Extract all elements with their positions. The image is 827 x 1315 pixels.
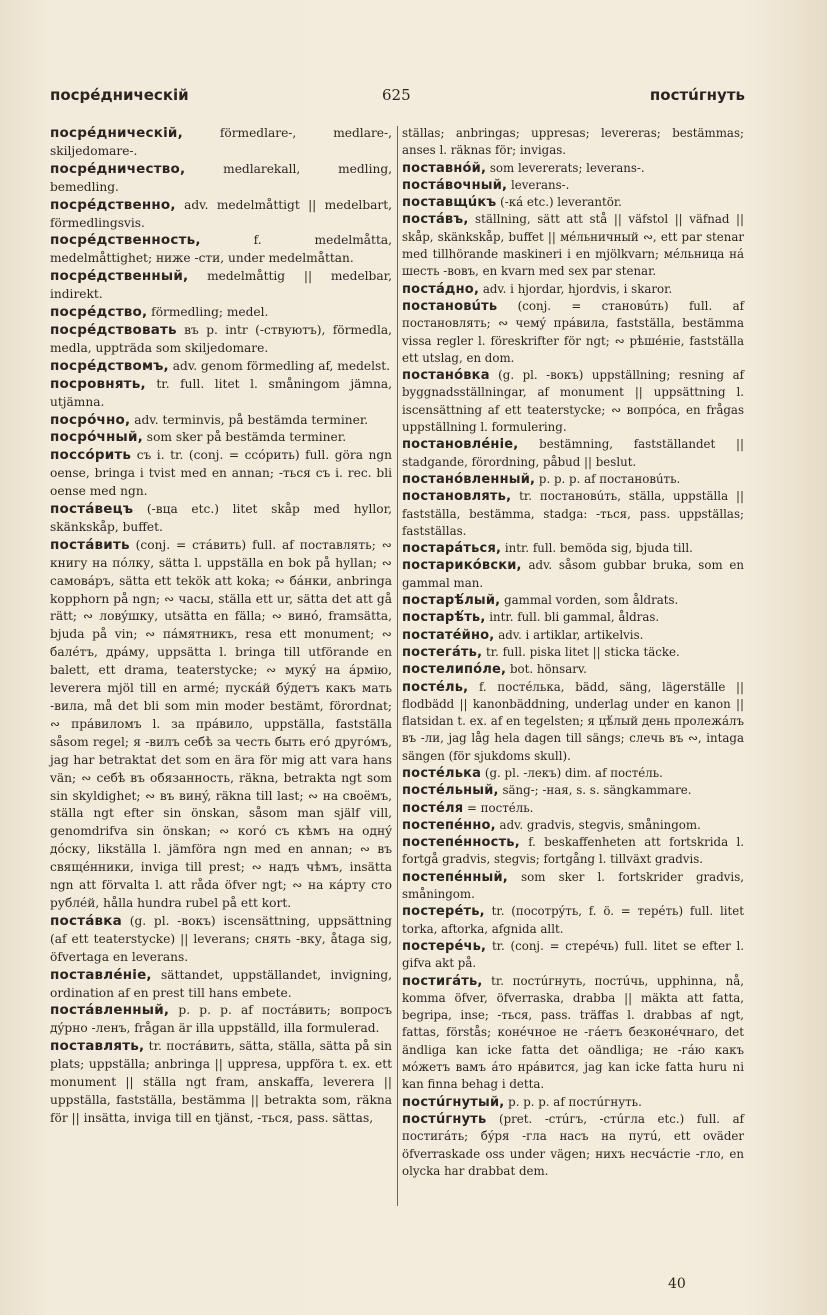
entry-headword: постéль, — [402, 679, 469, 695]
entry-headword: постарѣ́ть, — [402, 610, 486, 626]
dictionary-entry — [402, 938, 744, 973]
dictionary-entry — [402, 557, 744, 592]
entry-headword: постарикóвски, — [402, 558, 522, 574]
dictionary-entry — [50, 161, 392, 197]
entry-definition: tr. (посотрýть, f. ö. = терéть) full. litet torka, aftorka, afgnida allt. — [402, 904, 744, 936]
dictionary-entry — [402, 367, 744, 436]
entry-definition: som sker l. fortskrider gradvis, småningom. — [402, 869, 744, 902]
entry-headword: посрéдствомъ, — [50, 357, 169, 374]
dictionary-entry — [402, 298, 744, 367]
entry-headword: постúгнуть — [402, 1111, 487, 1127]
entry-definition: (conj. = становúть) full. af постановлять; ∾ чемý прáвила, fastställa, bestämma vissa regler l. föreskrifter för ngt; ∾ рѣшéнiе, fastställa ett utslag, en dom. — [402, 298, 744, 365]
dictionary-entry — [50, 447, 392, 501]
entry-definition: adv. såsom gubbar bruka, som en gammal man. — [402, 558, 744, 590]
entry-definition: leverans-. — [507, 177, 570, 192]
page-number: 625 — [382, 86, 411, 104]
dictionary-entry — [50, 376, 392, 412]
dictionary-entry — [50, 268, 392, 304]
left-column — [50, 125, 392, 1128]
entry-definition: (g. pl. -вокъ) iscensättning, uppsättning (af ett teaterstycke) || leverans; снять -вку, åtaga sig, öfvertaga en leverans. — [50, 913, 392, 964]
entry-definition: bestämning, fastställandet || stadgande, förordning, påbud || beslut. — [402, 437, 744, 469]
entry-headword: посрéдническiй, — [50, 125, 183, 141]
dictionary-entry — [402, 800, 744, 817]
entry-headword: постатéйно, — [402, 627, 495, 643]
entry-definition: (conj. = стáвить) full. af поставлять; ∾ книгу на пóлку, sätta l. uppställa en bok på hyllan; ∾ самовáръ, sätta ett tekök att koka; ∾ бáнки, anbringa kopphorn på ngn; ∾ часы, ställa ett ur, sätta det att gå rätt; ∾ ловýшку, utsätta en fälla; ∾ винó, framsätta, bjuda på vin; ∾ пáмятникъ, resa ett monument; ∾ балéтъ, дрáму, uppsätta l. bringa till utförande en balett, ett drama, teaterstycke; ∾ мукý на áрмiю, leverera mjöl till en armé; пускáй бýдетъ какъ мать -вила, må det bli som min moder bestämt, förordnat; ∾ прáвиломъ l. за прáвило, uppställa, fastställa såsom regel; я -вилъ себѣ за честь быть егó другóмъ, jag har betraktat det som en ära för mig att vara hans vän; ∾ себѣ въ обязанность, räkna, betrakta ngt som sin skyldighet; ∾ въ винý, räkna till last; ∾ на своёмъ, ställa ngt efter sin önskan, såsom man själf vill, genomdrifva sin önskan; ∾ когó съ кѣмъ на однý дóску, likställa l. jämföra ngn med en annan; ∾ въ свящéнники, inviga till prest; ∾ надъ чѣмъ, insätta ngn att förvalta l. att råda öfver ngt; ∾ на кáрту сто рублéй, hålla hundra rubel på ett kort. — [50, 537, 392, 910]
dictionary-entry — [402, 782, 744, 799]
entry-headword: постепéнно, — [402, 817, 496, 833]
dictionary-entry — [50, 1038, 392, 1128]
entry-headword: поставлéнiе, — [50, 966, 152, 983]
entry-definition: ställas; anbringas; uppresas; levereras; bestämmas; anses l. räknas för; invigas. — [402, 126, 744, 158]
entry-headword: постáвъ, — [402, 212, 469, 228]
entry-definition: som levererats; leverans-. — [486, 160, 645, 175]
entry-definition: medlarekall, medling, bemedling. — [50, 161, 392, 194]
dictionary-entry — [402, 177, 744, 194]
dictionary-entry — [50, 967, 392, 1003]
entry-definition: intr. full. bli gammal, åldras. — [485, 610, 660, 625]
dictionary-entry — [50, 232, 392, 268]
dictionary-entry — [402, 471, 744, 488]
dictionary-entry — [402, 903, 744, 938]
dictionary-entry — [402, 627, 744, 644]
entry-definition: adv. i artiklar, artikelvis. — [494, 627, 644, 642]
dictionary-entry — [402, 488, 744, 540]
entry-definition: въ p. intr (-ствуютъ), förmedla, medla, uppträda som skiljedomare. — [50, 322, 392, 355]
entry-definition: tr. full. piska litet || sticka täcke. — [482, 644, 680, 659]
entry-headword: постановлять, — [402, 489, 512, 505]
entry-definition: (-кá etc.) leverantör. — [496, 195, 622, 210]
entry-headword: постúгнутый, — [402, 1094, 505, 1110]
dictionary-entry — [402, 125, 744, 160]
dictionary-entry — [50, 125, 392, 161]
entry-headword: постановúть — [402, 298, 498, 314]
dictionary-entry — [50, 913, 392, 967]
entry-headword: постановлéнiе, — [402, 437, 519, 453]
dictionary-entry — [402, 592, 744, 609]
entry-definition: förmedling; medel. — [147, 305, 269, 320]
entry-headword: постáдно, — [402, 281, 480, 297]
entry-definition: tr. постáвить, sätta, ställa, sätta på sin plats; uppställa; anbringa || uppresa, uppföra t. ex. ett monument || ställa ngt fram, anskaffa, leverera || uppställa, fastställa, bestämma || betrakta som, räkna för || insätta, inviga till en tjänst, -ться, pass. sättas, — [50, 1039, 392, 1125]
entry-definition: adv. genom förmedling af, medelst. — [168, 358, 391, 373]
entry-definition: adv. medelmåttigt || medelbart, förmedlingsvis. — [50, 197, 392, 230]
dictionary-entry — [50, 501, 392, 537]
entry-headword: постепéнность, — [402, 835, 520, 851]
entry-headword: постáвленный, — [50, 1002, 170, 1019]
entry-headword: постéлька — [402, 765, 482, 781]
entry-headword: постелипóле, — [402, 662, 507, 678]
dictionary-entry — [402, 281, 744, 298]
entry-definition: (g. pl. -лекъ) dim. af постéль. — [481, 765, 663, 780]
entry-definition: adv. i hjordar, hjordvis, i skaror. — [479, 281, 673, 296]
page-header — [50, 86, 745, 110]
dictionary-entry — [402, 1094, 744, 1111]
entry-definition: (-вца etc.) litet skåp med hyllor, skänkskåp, buffet. — [50, 502, 392, 534]
entry-definition: p. p. p. af постúгнуть. — [504, 1094, 642, 1109]
entry-headword: посрéдствовать — [50, 321, 177, 338]
entry-definition: tr. постúгнуть, постúчь, upphinna, nå, komma öfver, öfverraska, drabba || mäkta att fatta, begripa, inse; -ться, pass. träffas l. drabbas af ngt, fattas, förstås; конéчное не -гáетъ безконéчнаго, det ändliga kan icke fatta det oändliga; не -гáю какъ мóжетъ вамъ áто нрáвится, jag kan icke fatta huru ni kan finna behag i detta. — [402, 973, 744, 1092]
right-guide-word: постúгнуть — [649, 86, 745, 104]
left-guide-word: посрéдническiй — [50, 86, 189, 104]
entry-definition: съ i. tr. (conj. = ссóрить) full. göra ngn oense, bringa i tvist med en annan; -ться съ i. rec. bli oense med ngn. — [50, 448, 392, 499]
entry-definition: medelmåttig || medelbar, indirekt. — [50, 269, 392, 302]
right-column — [402, 125, 744, 1180]
entry-headword: постарáться, — [402, 541, 502, 557]
entry-definition: förmedlare-, medlare-, skiljedomare-. — [50, 126, 392, 158]
entry-definition: som sker på bestämda terminer. — [142, 430, 347, 445]
entry-definition: = постéль. — [463, 800, 534, 815]
entry-headword: посрéдничество, — [50, 160, 186, 177]
entry-headword: посрéдство, — [50, 304, 148, 321]
entry-headword: постáвить — [50, 536, 130, 553]
dictionary-entry — [50, 322, 392, 358]
dictionary-entry — [402, 661, 744, 678]
dictionary-entry — [402, 194, 744, 211]
entry-definition: tr. full. litet l. småningom jämna, utjämna. — [50, 376, 392, 409]
entry-headword: постáвка — [50, 912, 122, 929]
entry-headword: посрéдственно, — [50, 196, 176, 213]
entry-definition: bot. hönsarv. — [506, 662, 587, 677]
entry-headword: постанóвленный, — [402, 471, 536, 487]
entry-headword: постигáть, — [402, 973, 483, 989]
entry-headword: постанóвка — [402, 368, 490, 384]
entry-headword: поссóрить — [50, 447, 132, 464]
dictionary-entry — [402, 211, 744, 280]
dictionary-entry — [402, 765, 744, 782]
entry-headword: постáвочный, — [402, 177, 508, 193]
dictionary-entry — [402, 679, 744, 765]
dictionary-entry — [402, 609, 744, 626]
entry-headword: поставщúкъ — [402, 195, 497, 211]
dictionary-entry — [50, 358, 392, 376]
dictionary-entry — [402, 436, 744, 471]
dictionary-entry — [402, 834, 744, 869]
entry-headword: постегáть, — [402, 644, 483, 660]
dictionary-entry — [50, 429, 392, 447]
entry-headword: посрóчно, — [50, 411, 131, 428]
entry-headword: постепéнный, — [402, 869, 508, 885]
entry-definition: (g. pl. -вокъ) uppställning; resning af byggnadsställningar, af monument || uppsättning l. iscensättning af ett teaterstycke; ∾ вопрóса, en frågas uppställning l. formulering. — [402, 368, 744, 435]
dictionary-entry — [50, 1002, 392, 1038]
entry-definition: säng-; -ная, s. s. sängkammare. — [498, 783, 692, 798]
entry-headword: постарѣ́лый, — [402, 593, 501, 609]
entry-headword: постерéть, — [402, 904, 485, 920]
entry-headword: постерéчь, — [402, 938, 487, 954]
entry-definition: adv. terminvis, på bestämda terminer. — [130, 412, 369, 427]
entry-headword: посрéдственность, — [50, 232, 201, 249]
dictionary-entry — [402, 869, 744, 904]
entry-definition: adv. gradvis, stegvis, småningom. — [495, 817, 701, 832]
entry-definition: tr. (conj. = стерéчь) full. litet se efter l. gifva akt på. — [402, 938, 744, 971]
entry-definition: ställning, sätt att stå || väfstol || väfnad || skåp, skänkskåp, buffet || мéльничный ∾, ett par stenar med tillhörande maskineri i en mjölkvarn; мéльница нá шесть -вовъ, en kvarn med sex par stenar. — [402, 212, 744, 279]
entry-definition: intr. full. bemöda sig, bjuda till. — [501, 541, 693, 556]
entry-definition: p. p. p. af постáвить; вопросъ дýрно -ленъ, frågan är illa uppställd, illa formulerad. — [50, 1003, 392, 1036]
entry-headword: посрóчный, — [50, 429, 143, 446]
entry-headword: посрéдственный, — [50, 268, 189, 285]
entry-definition: p. p. p. af постановúть. — [535, 471, 681, 486]
entry-definition: sättandet, uppställandet, invigning, ordination af en prest till hans embete. — [50, 967, 392, 1000]
dictionary-entry — [402, 973, 744, 1094]
entry-definition: (pret. -стúгъ, -стúгла etc.) full. af постигáть; бýря -гла насъ на путú, ett oväder öfverraskade oss under vägen; нихъ несчáстiе -гло, en olycka har drabbat dem. — [402, 1111, 744, 1178]
entry-headword: поставнóй, — [402, 160, 487, 176]
entry-definition: gammal vorden, som åldrats. — [500, 593, 679, 608]
entry-definition: f. medelmåtta, medelmåttighet; нижe -сти, under medelmåttan. — [50, 233, 392, 266]
entry-definition: f. beskaffenheten att fortskrida l. fortgå gradvis, stegvis; fortgång l. tillväxt gradvis. — [402, 835, 744, 867]
entry-headword: постáвецъ — [50, 501, 134, 518]
entry-definition: f. постéлька, bädd, säng, lägerställe || flodbädd || kanonbäddning, underlag under en kanon || flatsidan t. ex. af en tegelsten; я цѣ́лый день пролежáлъ въ -ли, jag låg hela dagen till sängs; слечь въ ∾, intaga sängen (för sjukdoms skull). — [402, 679, 744, 763]
dictionary-entry — [402, 817, 744, 834]
dictionary-entry — [50, 197, 392, 233]
dictionary-entry — [50, 304, 392, 322]
entry-headword: постéля — [402, 800, 464, 816]
dictionary-entry — [50, 537, 392, 913]
entry-headword: посровнять, — [50, 375, 146, 392]
dictionary-entry — [402, 540, 744, 557]
entry-headword: постéльный, — [402, 783, 499, 799]
signature-mark: 40 — [668, 1276, 686, 1292]
dictionary-entry — [402, 1111, 744, 1180]
dictionary-entry — [50, 412, 392, 430]
entry-headword: поставлять, — [50, 1038, 145, 1055]
dictionary-entry — [402, 644, 744, 661]
dictionary-entry — [402, 160, 744, 177]
column-divider — [397, 126, 398, 1206]
entry-definition: tr. постановúть, ställa, uppställa || fastställa, bestämma, stadga: -ться, pass. uppställas; fastställas. — [402, 489, 744, 538]
